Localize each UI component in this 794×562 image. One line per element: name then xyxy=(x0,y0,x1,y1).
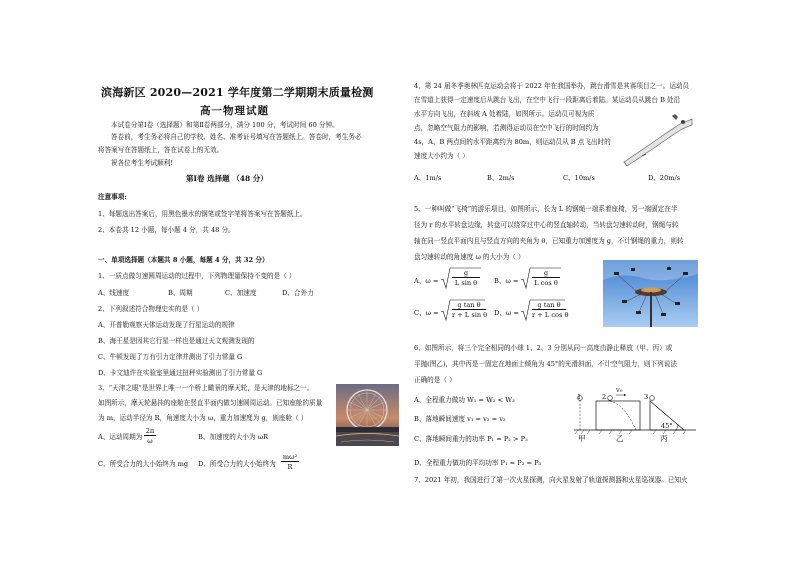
q4-option-c: C、10m/s xyxy=(563,174,595,182)
q5-stem-4: 盘匀速转动的角速度 ω 的大小为（ ） xyxy=(414,253,525,261)
q2-option-d: D、卡文迪许在实验室里通过扭秤实验测出了引力常量 G xyxy=(98,369,263,377)
q3-frac-d-num: mω² xyxy=(282,453,298,461)
q6-fig-ball1: 1 xyxy=(577,393,582,401)
q1-option-b: B、周期 xyxy=(168,289,193,297)
q5-radical-b-den: L cos θ xyxy=(534,279,558,287)
q6-option-d: D、全程重力做功的平均功率 P₁ = P₂ = P₃ xyxy=(414,459,542,467)
notes-item-1: 1、每题选出答案后，用黑色墨水的钢笔或签字笔将答案写在答题纸上。 xyxy=(98,210,307,218)
q5-option-d: D、ω = xyxy=(494,309,519,317)
q5-stem-1: 5、一种叫做“飞椅”的游乐项目，如图所示，长为 L 的钢绳一端系着座椅，另一端固定在半 xyxy=(414,205,678,213)
q4-option-d: D、20m/s xyxy=(648,174,681,182)
q6-fig-bing: 丙 xyxy=(660,434,668,443)
q7-stem: 7、2021 年初，我国进行了第一次火星探测，向火星发射了轨道探测器和火星巡视器。已知火 xyxy=(414,476,688,484)
q3-frac-a-den: ω xyxy=(147,437,153,445)
q3-frac-a-num: 2π xyxy=(145,427,155,435)
q5-radical-c-den: r + L sin θ xyxy=(452,311,488,319)
q6-stem-1: 6、如图所示，将三个完全相同的小球 1、2、3 分别从同一高度由静止释放（甲、丙）或 xyxy=(414,344,673,352)
q1-option-a: A、线速度 xyxy=(98,289,130,297)
q1-stem: 1、一质点做匀速圆周运动的过程中，下列物理量保持不变的是（ ） xyxy=(98,272,296,280)
q4-stem-5: 4s，A、B 两点间的水平距离约为 80m，则运动员从 B 点飞出时的 xyxy=(414,138,611,146)
q4-stem-3: 水平方向飞出，在斜坡 A 处着陆，如图所示。运动员可视为质 xyxy=(414,110,595,118)
q5-option-b: B、ω = xyxy=(494,277,519,285)
q2-option-b: B、海王星是因其它行星一样也是通过天文观测发现的 xyxy=(98,337,255,345)
part1-title: 一、单项选择题（本题共 8 小题，每题 4 分，共 32 分） xyxy=(98,256,269,264)
q3-option-c: C、所受合力的大小始终为 mg xyxy=(98,460,189,468)
q2-option-c: C、牛顿发现了万有引力定律并测出了引力常量 G xyxy=(98,353,243,361)
q3-stem-2: 如图所示，摩天轮悬挂的座舱在竖直平面内做匀速圆周运动。已知座舱的质量 xyxy=(98,399,323,407)
q2-stem: 2、下列叙述符合物理史实的是（ ） xyxy=(98,305,204,313)
q4-stem-4: 点，忽略空气阻力的影响，若测得运动员在空中飞行的时间约为 xyxy=(414,124,599,132)
q5-option-c: C、ω = xyxy=(414,309,439,317)
q1-option-c: C、加速度 xyxy=(225,289,257,297)
page-title: 滨海新区 2020—2021 学年度第二学期期末质量检测 xyxy=(101,86,374,99)
q6-fig-jia: 甲 xyxy=(578,434,586,443)
q5-stem-2: 径为 r 的水平转盘边缘，转盘可以绕穿过中心的竖直轴转动，当转盘匀速转动时，钢绳与转 xyxy=(414,221,679,229)
q5-radical-a-num: g xyxy=(452,269,480,278)
q6-option-a: A、全程重力做功 W₁ = W₂ < W₃ xyxy=(414,396,515,404)
q6-fig-yi: 乙 xyxy=(616,434,624,443)
intro-line-4: 祝各位考生考试顺利! xyxy=(111,159,173,167)
q6-stem-2: 平抛(图乙)，其中丙是一固定在地面上倾角为 45°的光滑斜面，不计空气阻力，则下列说法 xyxy=(414,360,677,368)
q5-radical-c-num: g tan θ xyxy=(452,301,486,310)
q4-option-b: B、2m/s xyxy=(487,174,515,182)
q6-option-c: C、落地瞬间重力的功率 P₁ = P₂ > P₃ xyxy=(414,435,528,443)
q1-option-d: D、合外力 xyxy=(282,289,314,297)
q5-radical-b-num: g xyxy=(532,269,560,278)
q3-option-d: D、所受合力的大小始终为 xyxy=(198,460,276,468)
q4-stem-2: 在雪道上获得一定速度后从跳台飞出，在空中飞行一段距离后着陆。某运动员从跳台 B 处沿 xyxy=(414,96,681,104)
q6-figure xyxy=(572,386,698,448)
q6-stem-3: 正确的是（ ） xyxy=(414,376,456,384)
q4-option-a: A、1m/s xyxy=(414,174,442,182)
q6-fig-ball2: 2 xyxy=(602,393,607,401)
q5-stem-3: 轴在同一竖直平面内且与竖直方向的夹角为 θ，已知重力加速度为 g，不计钢绳的重力，则转 xyxy=(414,237,684,245)
ferris-wheel-image xyxy=(336,384,399,446)
q3-option-a: A、运动周期为 xyxy=(98,433,143,441)
section1-title: 第Ⅰ卷 选择题 （48 分） xyxy=(186,174,268,183)
intro-line-3: 将答案写在答题纸上，答在试卷上的无效。 xyxy=(98,146,224,154)
q5-option-a: A、ω = xyxy=(414,277,439,285)
notes-title: 注意事项: xyxy=(98,193,127,201)
q6-fig-v0: v₀ xyxy=(616,386,623,394)
q6-fig-angle: 45° xyxy=(661,422,673,430)
page-subtitle: 高一物理试题 xyxy=(200,105,269,117)
ski-jump-figure xyxy=(622,110,697,166)
q5-radical-a-den: L sin θ xyxy=(454,279,478,287)
q3-option-b: B、加速度的大小为 ωR xyxy=(198,433,269,441)
q3-stem-1: 3、“天津之眼”是世界上唯一一个桥上瞰景的摩天轮，是天津的地标之一。 xyxy=(98,384,314,392)
q5-radical-d-num: g tan θ xyxy=(532,301,566,310)
q5-radical-d-den: r + L cos θ xyxy=(532,311,569,319)
q6-fig-ball3: 3 xyxy=(644,393,649,401)
q3-frac-d-den: R xyxy=(287,463,293,471)
q4-stem-1: 4、第 24 届冬季奥林匹克运动会将于 2022 年在我国举办，跳台滑雪是其赛项目之一。运动员 xyxy=(414,82,690,90)
intro-line-2: 答卷前，考生务必将自己的学校、姓名、准考证号填写在答题纸上。答卷时，考生务必 xyxy=(111,133,362,141)
q2-option-a: A、开普勒观察天体运动发现了行星运动的规律 xyxy=(98,321,235,329)
q4-stem-6: 速度大小约为（ ） xyxy=(414,152,469,160)
q6-option-b: B、落地瞬间速度 v₁ = v₂ = v₃ xyxy=(414,415,506,423)
flying-chairs-image xyxy=(603,260,698,327)
q3-stem-3: 为 m，运动半径为 R，角速度大小为 ω，重力加速度为 g，则座舱（ ） xyxy=(98,414,308,422)
notes-item-2: 2、本卷共 12 小题，每小题 4 分，共 48 分。 xyxy=(98,226,235,234)
intro-line-1: 本试卷分第Ⅰ卷（选择题）和第Ⅱ卷两部分，满分 100 分，考试时间 60 分钟。 xyxy=(111,121,339,129)
